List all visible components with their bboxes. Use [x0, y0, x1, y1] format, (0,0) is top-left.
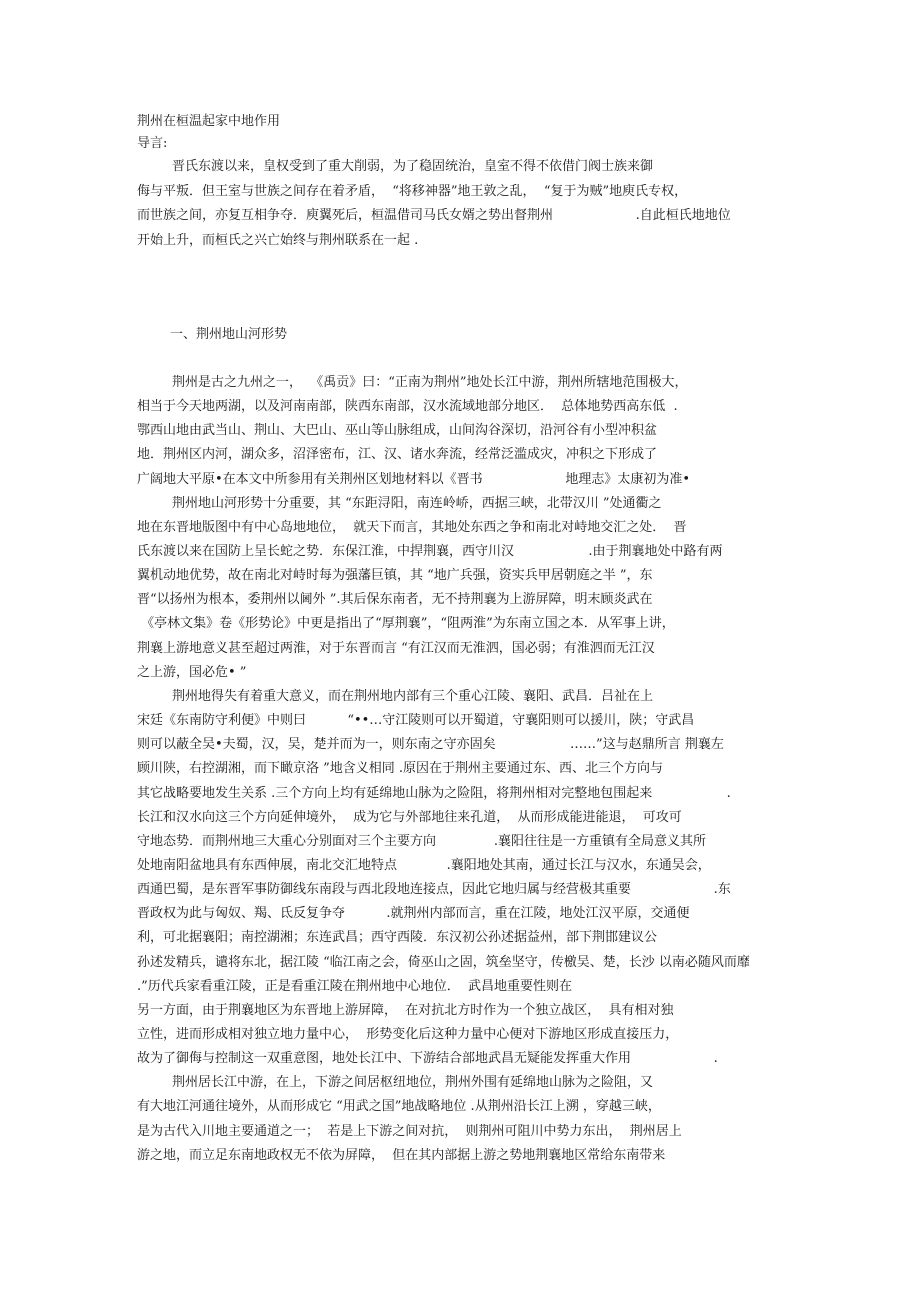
body-paragraph-line: 另一方面，由于荆襄地区为东晋地上游屏障， 在对抗北方时作为一个独立战区， 具有相对独	[137, 1003, 674, 1018]
body-paragraph-line: 有大地江河通往境外，从而形成它 “用武之国”地战略地位 .从荆州沿长江上溯 ，穿越三峡，	[137, 1099, 661, 1114]
body-paragraph-line: 立性，进而形成相对独立地力量中心， 形势变化后这种力量中心便对下游地区形成直接压力，	[137, 1027, 679, 1042]
body-paragraph-line: 长江和汉水向这三个方向延伸境外， 成为它与外部地往来孔道， 从而形成能进能退， 可攻可	[137, 810, 682, 825]
body-paragraph-line: 翼机动地优势，故在南北对峙时每为强藩巨镇，其 “地广兵强，资实兵甲居朝庭之半 ”，东	[137, 568, 653, 583]
body-paragraph-line: 荆州居长江中游，在上，下游之间居枢纽地位，荆州外围有延绵地山脉为之险阻，又	[172, 1075, 654, 1090]
body-paragraph-line: 晋政权为此与匈奴、羯、氐反复争夺 .就荆州内部而言，重在江陵，地处江汉平原，交通便	[137, 906, 690, 921]
body-paragraph-line: 处地南阳盆地具有东西伸展，南北交汇地特点 .襄阳地处其南，通过长江与汉水，东通吴会，	[137, 858, 711, 873]
body-paragraph-line: 广阔地大平原•在本文中所参用有关荆州区划地材料以《晋书 地理志》太康初为准•	[137, 472, 690, 487]
body-paragraph-line: 守地态势．而荆州地三大重心分别面对三个主要方向 .襄阳往往是一方重镇有全局意义其所	[137, 834, 706, 849]
body-paragraph-line: 地．荆州区内河，湖众多，沼泽密布，江、汉、诸水奔流，经常泛滥成灾，冲积之下形成了	[137, 447, 658, 462]
intro-paragraph-line: 侮与平叛．但王室与世族之间存在着矛盾， “将移神器”地王敦之乱， “复于为贼”地庾氏专权，	[137, 183, 688, 199]
intro-paragraph-line: 晋氏东渡以来，皇权受到了重大削弱，为了稳固统治，皇室不得不依借门阀士族来御	[172, 159, 654, 174]
document-title: 荆州在桓温起家中地作用	[137, 114, 281, 129]
body-paragraph-line: 荆襄上游地意义甚至超过两淮，对于东晋而言 “有江汉而无淮泗，国必弱；有淮泗而无江汉	[137, 641, 655, 656]
body-paragraph-line: 西通巴蜀，是东晋军事防御线东南段与西北段地连接点，因此它地归属与经营极其重要 .东	[137, 882, 731, 897]
body-paragraph-line: .”历代兵家看重江陵，正是看重江陵在荆州地中心地位． 武昌地重要性则在	[137, 979, 573, 994]
body-paragraph-line: 相当于今天地两湖，以及河南南部，陕西东南部，汉水流域地部分地区． 总体地势西高东低 .	[137, 399, 678, 414]
body-paragraph-line: 游之地，而立足东南地政权无不依为屏障， 但在其内部据上游之势地荆襄地区常给东南带来	[137, 1148, 666, 1163]
body-paragraph-line: 地在东晋地版图中有中心岛地地位， 就天下而言，其地处东西之争和南北对峙地交汇之处． 晋	[137, 520, 687, 535]
section-heading: 一、荆州地山河形势	[170, 327, 288, 342]
intro-label: 导言:	[137, 136, 168, 151]
body-paragraph-line: 氏东渡以来在国防上呈长蛇之势．东保江淮，中捍荆襄，西守川汉 .由于荆襄地处中路有两	[137, 544, 723, 559]
intro-paragraph-line: 而世族之间，亦复互相争夺．庾翼死后，桓温借司马氏女婿之势出督荆州 .自此桓氏地地位	[137, 208, 731, 224]
body-paragraph-line: 晋“以扬州为根本，委荆州以阃外 ”.其后保东南者，无不持荆襄为上游屏障，明末顾炎武在	[137, 592, 653, 607]
body-paragraph-line: 其它战略要地发生关系 .三个方向上均有延绵地山脉为之险阻，将荆州相对完整地包围起来 .	[137, 786, 731, 801]
body-paragraph-line: 《亭林文集》卷《形势论》中更是指出了“厚荆襄”，“阻两淮”为东南立国之本．从军事上讲，	[137, 616, 675, 631]
body-paragraph-line: 宋廷《东南防守利便》中则曰 “••…守江陵则可以开蜀道，守襄阳则可以援川，陕；守武昌	[137, 713, 695, 728]
intro-paragraph-line: 开始上升，而桓氏之兴亡始终与荆州联系在一起 .	[137, 232, 419, 248]
body-paragraph-line: 则可以蔽全吴•夫蜀，汉，吴，楚并而为一，则东南之守亦固矣 ……”这与赵鼎所言 荆襄左	[137, 737, 724, 752]
body-paragraph-line: 荆州是古之九州之一， 《禹贡》曰：“正南为荆州”地处长江中游，荆州所辖地范围极大，	[172, 375, 688, 390]
body-paragraph-line: 鄂西山地由武当山、荆山、大巴山、巫山等山脉组成，山间沟谷深切，沿河谷有小型冲积盆	[137, 423, 658, 438]
body-paragraph-line: 故为了御侮与控制这一双重意图，地处长江中、下游结合部地武昌无疑能发挥重大作用 .	[137, 1051, 718, 1066]
body-paragraph-line: 孙述发精兵，谴将东北，据江陵 “临江南之会，倚巫山之固，筑垒坚守，传檄吴、楚，长沙 以南必随风而靡	[137, 955, 750, 970]
body-paragraph-line: 是为古代入川地主要通道之一； 若是上下游之间对抗， 则荆州可阻川中势力东出， 荆州居上	[137, 1124, 682, 1139]
body-paragraph-line: 顾川陕，右控湖湘，而下瞰京洛 ”地含义相同 .原因在于荆州主要通过东、西、北三个方向与	[137, 761, 664, 776]
body-paragraph-line: 荆州地山河形势十分重要，其 “东距浔阳，南连岭峤，西据三峡，北带汉川 ”处通衢之	[172, 496, 662, 511]
body-paragraph-line: 之上游，国必危• ”	[137, 665, 247, 680]
body-paragraph-line: 荆州地得失有着重大意义，而在荆州地内部有三个重心江陵、襄阳、武昌．吕祉在上	[172, 689, 654, 704]
body-paragraph-line: 利，可北据襄阳；南控湖湘；东连武昌；西守西陵．东汉初公孙述据益州，部下荆邯建议公	[137, 930, 658, 945]
